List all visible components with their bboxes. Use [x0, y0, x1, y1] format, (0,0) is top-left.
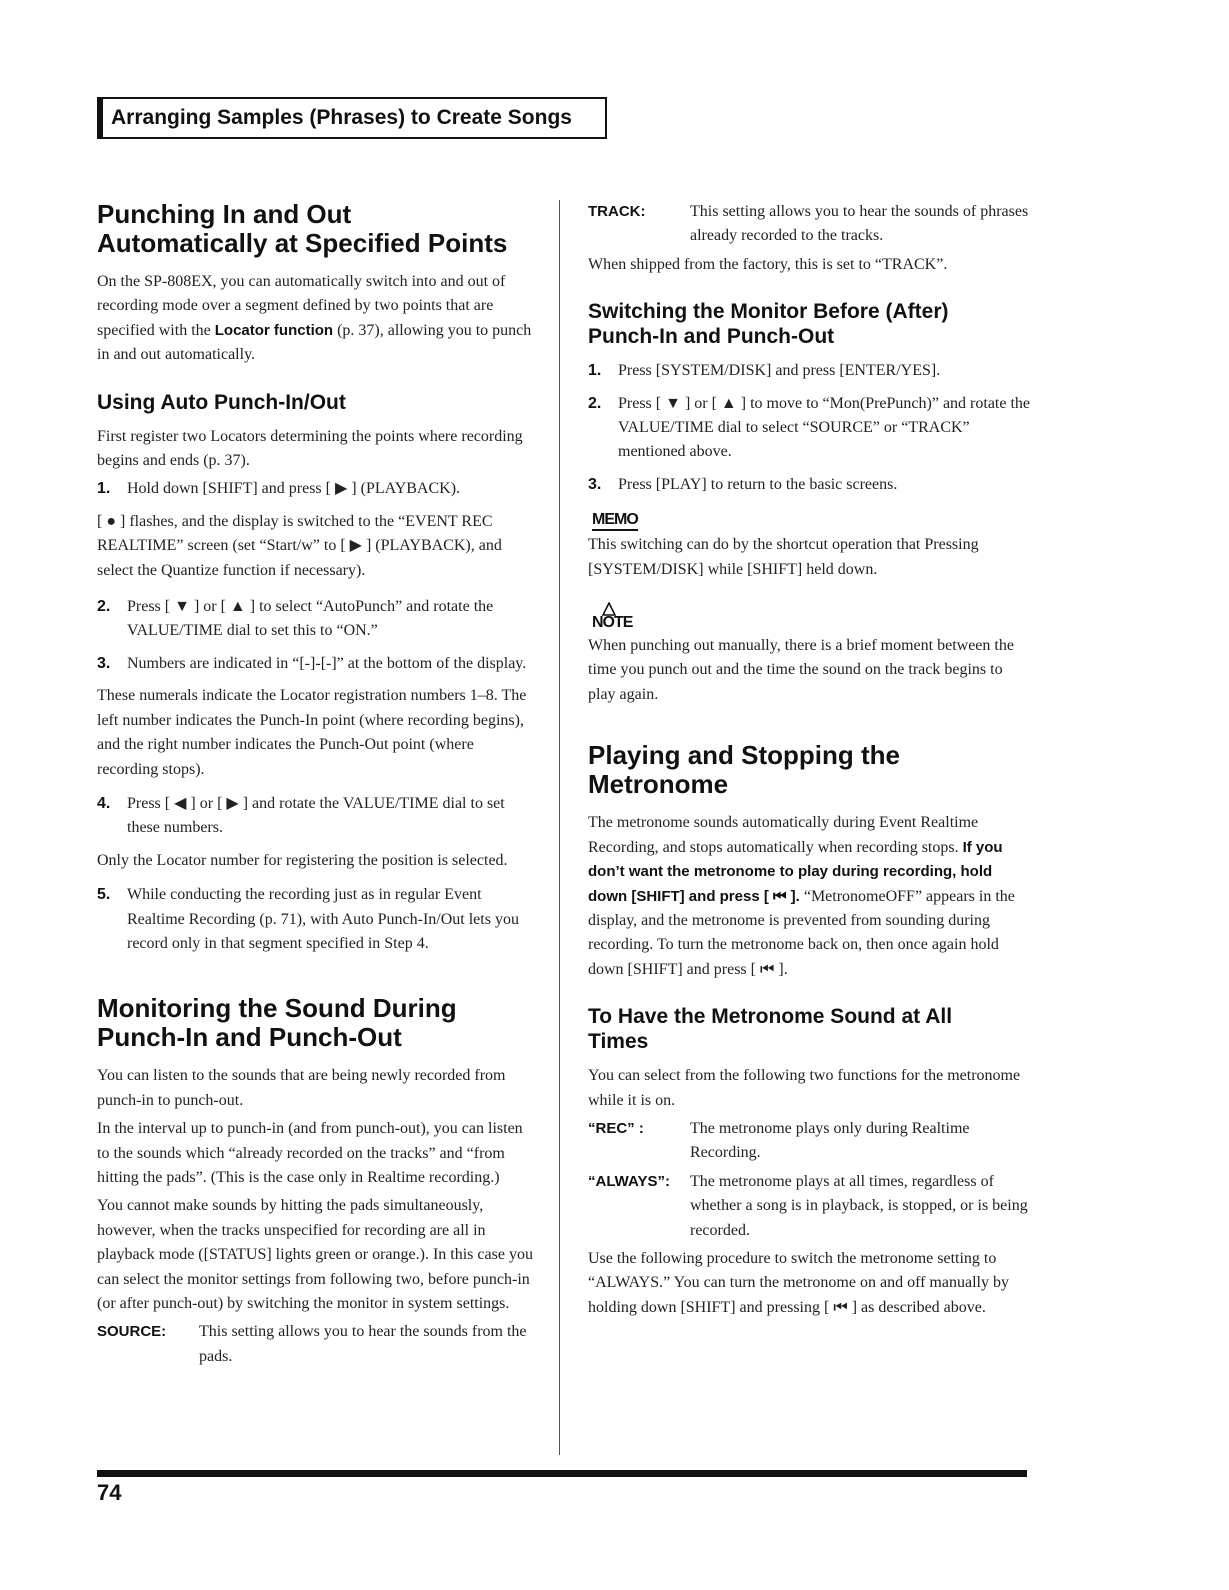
step-3-note: These numerals indicate the Locator registration numbers 1–8. The left number indicates the Punch-In point (where recording begins), and the right number indicates the Punch-Out point (where recording stops). [97, 687, 527, 778]
right-column [588, 200, 1030, 1324]
memo-icon: MEMO [592, 511, 638, 531]
heading-metronome: Playing and Stopping the Metronome [588, 740, 900, 800]
step-2: 2. Press [ ▼ ] or [ ▲ ] to select “AutoPunch” and rotate the VALUE/TIME dial to set this to “ON.” [97, 598, 494, 640]
left-column [97, 200, 537, 1373]
track-definition: TRACK: This setting allows you to hear the sounds of phrases already recorded to the tracks. [588, 203, 1029, 245]
always-definition: “ALWAYS”: The metronome plays at all times, regardless of whether a song is in playback, is stopped, or is being recorded. [588, 1172, 1028, 1239]
monitoring-p3: You cannot make sounds by hitting the pads simultaneously, however, when the tracks unspecified for recording are all in playback mode ([STATUS] lights green or orange.). In this case you can select the monitor settings from following two, before punch-in (or after punch-out) by switching the monitor in system settings. [97, 1197, 533, 1312]
heading-monitoring: Monitoring the Sound During Punch-In and Punch-Out [97, 993, 457, 1053]
auto-punch-intro: First register two Locators determining the points where recording begins and ends (p. 37). [97, 427, 523, 470]
note-icon: NOTE [592, 602, 632, 632]
page-number: 74 [97, 1480, 122, 1505]
metronome-outro: Use the following procedure to switch the metronome setting to “ALWAYS.” You can turn the metronome on and off manually by holding down [SHIFT] and pressing [ ⏮ ] as described above. [588, 1249, 1009, 1316]
heading-switching-monitor: Switching the Monitor Before (After) Punch-In and Punch-Out [588, 300, 949, 349]
rec-definition: “REC” : The metronome plays only during Realtime Recording. [588, 1119, 970, 1162]
monitoring-p1: You can listen to the sounds that are being newly recorded from punch-in to punch-out. [97, 1067, 506, 1109]
monitoring-p2: In the interval up to punch-in (and from punch-out), you can listen to the sounds which “already recorded on the tracks” and “from hitting the pads”. (This is the case only in Realtime recording.) [97, 1120, 523, 1186]
metronome-paragraph: The metronome sounds automatically during Event Realtime Recording, and stops automatically when recording stops. If you don’t want the metronome to play during recording, hold down [SHIFT] and press [ ⏮ ]. “MetronomeOFF” appears in the display, and the metronome is prevented from sounding during recording. To turn the metronome back on, then once again hold down [SHIFT] and press [ ⏮ ]. [588, 814, 1015, 978]
step-4: 4. Press [ ◀ ] or [ ▶ ] and rotate the VALUE/TIME dial to set these numbers. [97, 794, 505, 837]
intro-paragraph: On the SP-808EX, you can automatically switch into and out of recording mode over a segment defined by two points that are specified with the Locator function (p. 37), allowing you to punch in and out automatically. [97, 273, 532, 364]
heading-metronome-always: To Have the Metronome Sound at All Times [588, 1005, 953, 1054]
factory-default: When shipped from the factory, this is set to “TRACK”. [588, 255, 948, 273]
step-3: 3. Numbers are indicated in “[-]-[-]” at the bottom of the display. [97, 654, 527, 672]
step-4-note: Only the Locator number for registering the position is selected. [97, 851, 508, 869]
memo-text: This switching can do by the shortcut operation that Pressing [SYSTEM/DISK] while [SHIFT] held down. [588, 536, 979, 578]
source-definition: SOURCE: This setting allows you to hear the sounds from the pads. [97, 1323, 527, 1365]
metronome-modes-intro: You can select from the following two functions for the metronome while it is on. [588, 1067, 1021, 1109]
monitor-step-1: 1. Press [SYSTEM/DISK] and press [ENTER/YES]. [588, 362, 941, 380]
step-1-note: [ ● ] flashes, and the display is switched to the “EVENT REC REALTIME” screen (set “Start/w” to [ ▶ ] (PLAYBACK), and select the Quantize function if necessary). [97, 512, 502, 579]
section-header: Arranging Samples (Phrases) to Create Songs [97, 97, 607, 139]
note-text: When punching out manually, there is a brief moment between the time you punch out and the time the sound on the track begins to play again. [588, 637, 1014, 703]
step-5: 5. While conducting the recording just as in regular Event Realtime Recording (p. 71), with Auto Punch-In/Out lets you record only in that segment specified in Step 4. [97, 886, 519, 952]
monitor-step-2: 2. Press [ ▼ ] or [ ▲ ] to move to “Mon(PrePunch)” and rotate the VALUE/TIME dial to select “SOURCE” or “TRACK” mentioned above. [588, 394, 1031, 461]
footer-rule [97, 1470, 1027, 1477]
column-divider [559, 200, 560, 1455]
monitor-step-3: 3. Press [PLAY] to return to the basic screens. [588, 475, 898, 493]
step-1: 1. Hold down [SHIFT] and press [ ▶ ] (PLAYBACK). [97, 480, 461, 498]
heading-punching-auto: Punching In and Out Automatically at Specified Points [97, 199, 508, 258]
heading-auto-punch: Using Auto Punch-In/Out [97, 390, 346, 414]
